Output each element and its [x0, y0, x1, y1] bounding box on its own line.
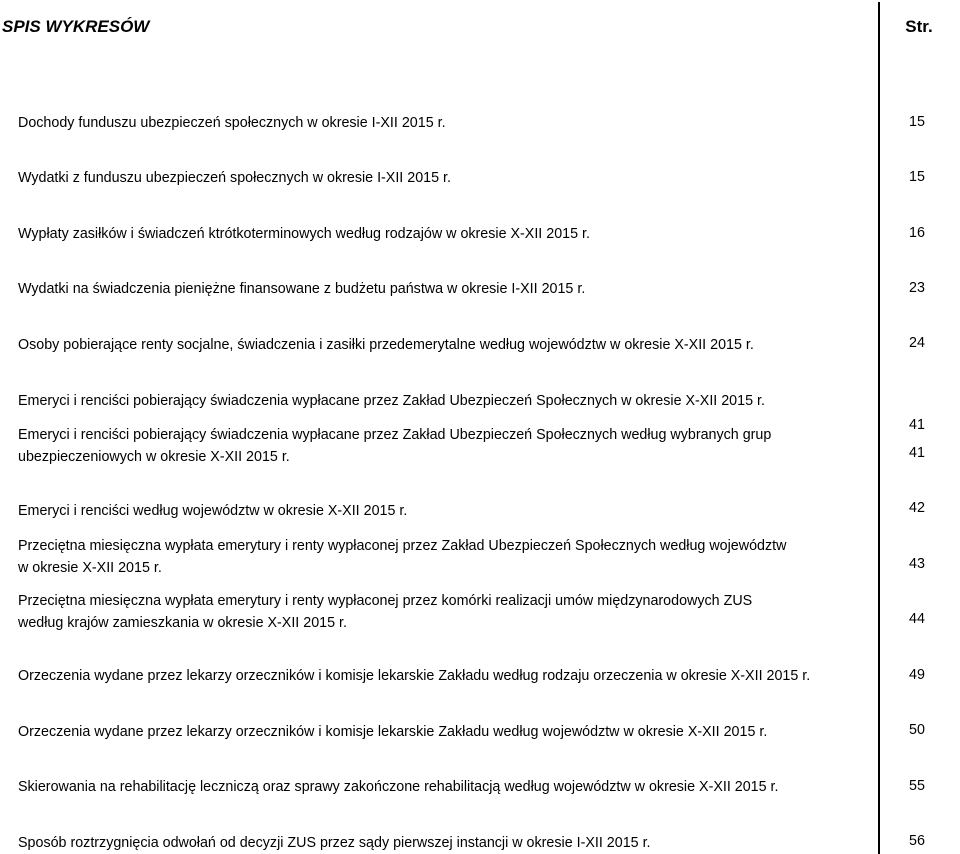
toc-entry-text: Skierowania na rehabilitację leczniczą oraz sprawy zakończone rehabilitacją według województw w okresie X-XII 2015 r.: [18, 779, 779, 795]
toc-entry-text: Przeciętna miesięczna wypłata emerytury i renty wypłaconej przez Zakład Ubezpieczeń Społecznych według województw: [18, 538, 787, 554]
toc-entry[interactable]: [18, 721, 870, 743]
toc-page-number: 42: [909, 500, 925, 516]
toc-entry[interactable]: [18, 390, 870, 412]
toc-entry-text: Emeryci i renciści pobierający świadczenia wypłacane przez Zakład Ubezpieczeń Społecznych w okresie X-XII 2015 r.: [18, 393, 765, 409]
toc-entry-text: Orzeczenia wydane przez lekarzy orzeczników i komisje lekarskie Zakładu według rodzaju orzeczenia w okresie X-XII 2015 r.: [18, 668, 811, 684]
toc-page-number: 50: [909, 722, 925, 738]
toc-entry-text: Orzeczenia wydane przez lekarzy orzeczników i komisje lekarskie Zakładu według województw w okresie X-XII 2015 r.: [18, 724, 768, 740]
toc-page-number: 41: [909, 445, 925, 461]
toc-page-number: 56: [909, 833, 925, 849]
toc-entry-text: Osoby pobierające renty socjalne, świadczenia i zasiłki przedemerytalne według województw w okresie X-XII 2015 r.: [18, 337, 754, 353]
toc-entry[interactable]: [18, 776, 870, 798]
toc-entry-text: Wypłaty zasiłków i świadczeń ktrótkoterminowych według rodzajów w okresie X-XII 2015 r.: [18, 226, 590, 242]
toc-entry-text-continued: ubezpieczeniowych w okresie X-XII 2015 r.: [18, 449, 290, 465]
toc-entry-text: Wydatki na świadczenia pieniężne finansowane z budżetu państwa w okresie I-XII 2015 r.: [18, 281, 586, 297]
toc-entry-text: Sposób roztrzygnięcia odwołań od decyzji ZUS przez sądy pierwszej instancji w okresie I-XII 2015 r.: [18, 835, 651, 851]
toc-entry[interactable]: [18, 223, 870, 245]
toc-entry[interactable]: [18, 500, 870, 522]
toc-page-number: 43: [909, 556, 925, 572]
toc-entry[interactable]: [18, 334, 870, 356]
toc-entry-text-continued: według krajów zamieszkania w okresie X-XII 2015 r.: [18, 615, 347, 631]
toc-entry-text: Emeryci i renciści według województw w okresie X-XII 2015 r.: [18, 503, 408, 519]
toc-page-number: 55: [909, 778, 925, 794]
page-column-header: Str.: [905, 17, 933, 36]
toc-entry[interactable]: [18, 112, 870, 134]
toc-page-number: 15: [909, 169, 925, 185]
toc-page-number: 16: [909, 225, 925, 241]
toc-entry[interactable]: [18, 665, 870, 687]
toc-entry[interactable]: [18, 167, 870, 189]
toc-entry[interactable]: [18, 832, 870, 854]
toc-entry-text-continued: w okresie X-XII 2015 r.: [18, 560, 162, 576]
toc-page-number: 23: [909, 280, 925, 296]
toc-entry[interactable]: [18, 535, 870, 579]
toc-page-number: 24: [909, 335, 925, 351]
toc-entry[interactable]: [18, 424, 870, 468]
toc-entry[interactable]: [18, 590, 870, 634]
toc-page-number: 41: [909, 417, 925, 433]
toc-page-number: 44: [909, 611, 925, 627]
toc-page-number: 49: [909, 667, 925, 683]
toc-page-number: 15: [909, 114, 925, 130]
toc-entry[interactable]: [18, 278, 870, 300]
toc-title: SPIS WYKRESÓW: [2, 17, 150, 36]
toc-entry-text: Emeryci i renciści pobierający świadczenia wypłacane przez Zakład Ubezpieczeń Społecznych według wybranych grup: [18, 427, 772, 443]
toc-entry-text: Dochody funduszu ubezpieczeń społecznych w okresie I-XII 2015 r.: [18, 115, 446, 131]
toc-entry-text: Wydatki z funduszu ubezpieczeń społecznych w okresie I-XII 2015 r.: [18, 170, 451, 186]
toc-entry-text: Przeciętna miesięczna wypłata emerytury i renty wypłaconej przez komórki realizacji umów międzynarodowych ZUS: [18, 593, 753, 609]
